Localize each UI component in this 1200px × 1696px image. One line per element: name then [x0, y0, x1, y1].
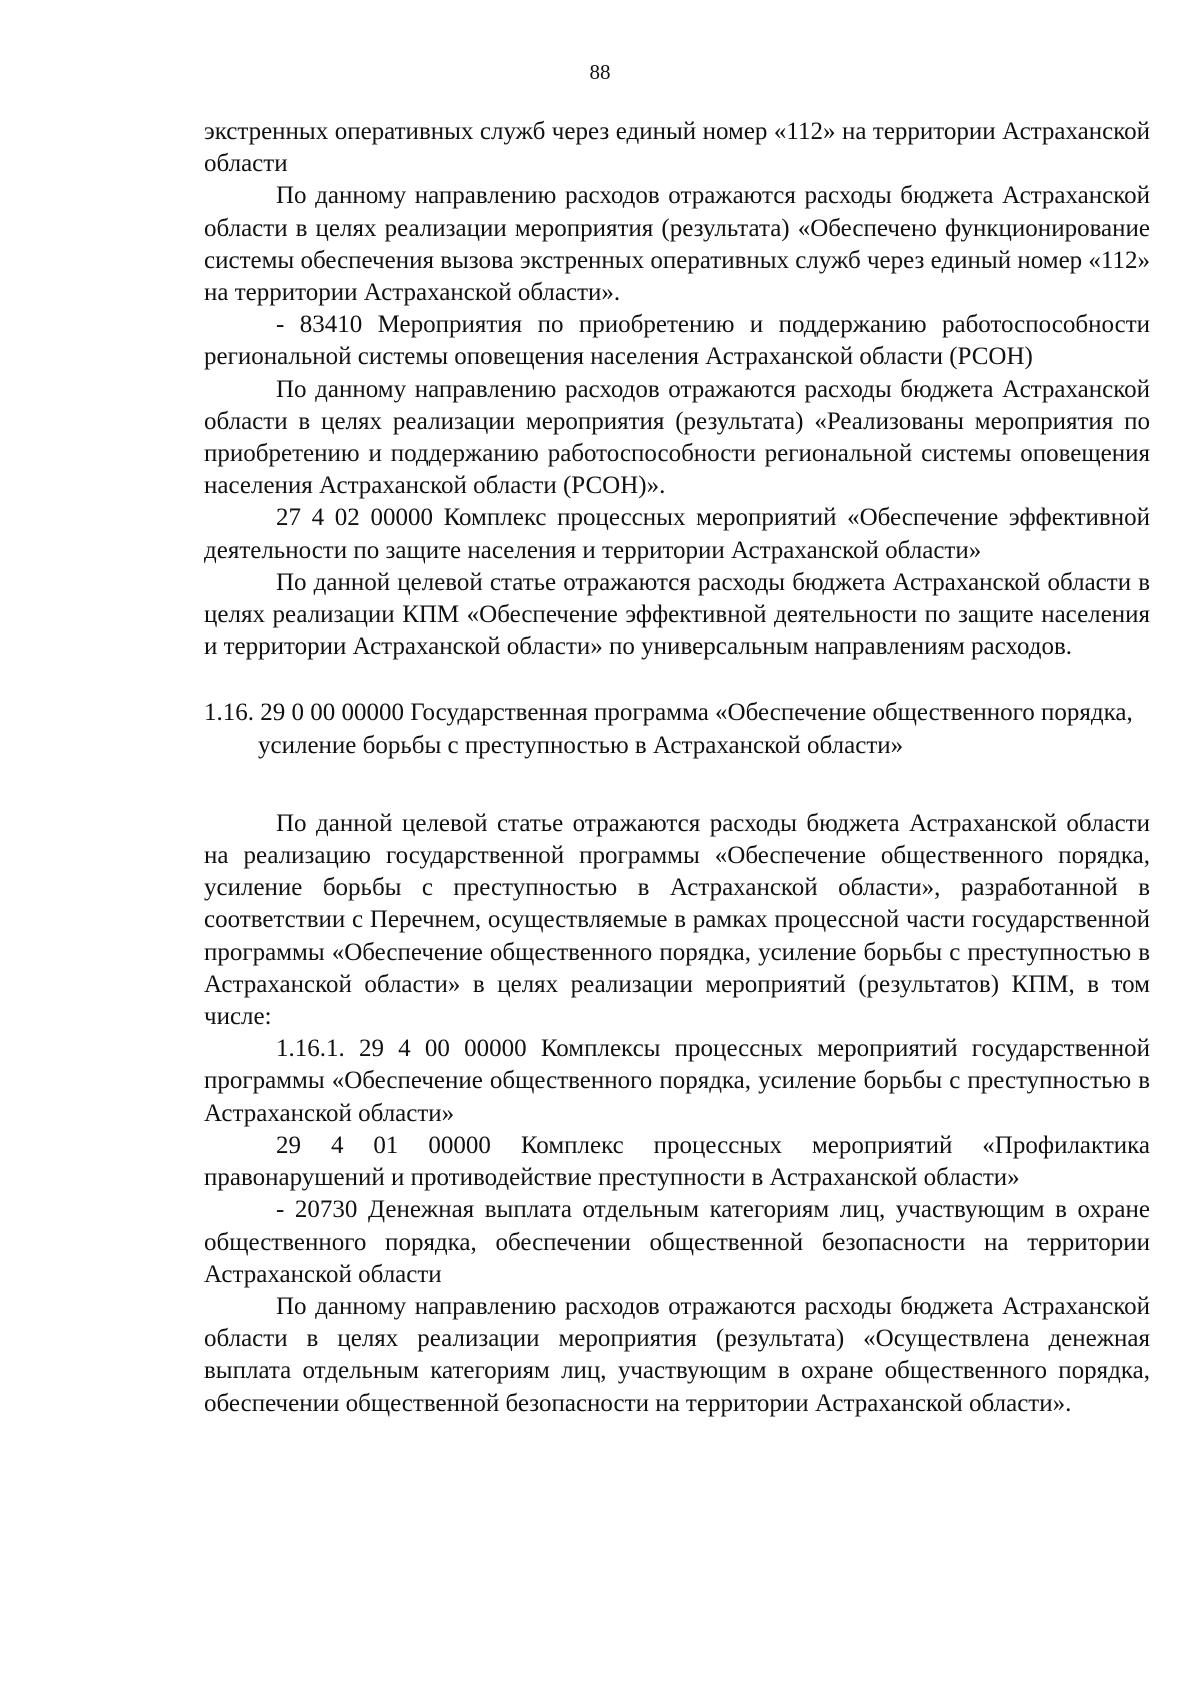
- section-heading: 1.16. 29 0 00 00000 Государственная программа «Обеспечение общественного порядка, усиление борьбы с преступностью в Астраханской области»: [204, 699, 1133, 759]
- paragraph-continuation: экстренных оперативных служб через единый номер «112» на территории Астраханской области: [204, 118, 1150, 178]
- document-body: [204, 116, 1150, 1420]
- paragraph: По данному направлению расходов отражаются расходы бюджета Астраханской области в целях реализации мероприятия (результата) «Реализованы мероприятия по приобретению и поддержанию работоспособности региональной системы оповещения населения Астраханской области (РСОН)».: [204, 375, 1150, 500]
- paragraph: По данному направлению расходов отражаются расходы бюджета Астраханской области в целях реализации мероприятия (результата) «Осуществлена денежная выплата отдельным категориям лиц, участвующим в охране общественного порядка, обеспечении общественной безопасности на территории Астраханской области».: [204, 1292, 1150, 1417]
- paragraph-subsection: 1.16.1. 29 4 00 00000 Комплексы процессных мероприятий государственной программы «Обеспечение общественного порядка, усиление борьбы с преступностью в Астраханской области»: [204, 1035, 1150, 1127]
- paragraph: По данному направлению расходов отражаются расходы бюджета Астраханской области в целях реализации мероприятия (результата) «Обеспечено функционирование системы обеспечения вызова экстренных оперативных служб через единый номер «112» на территории Астраханской области».: [204, 182, 1150, 307]
- page-number: 88: [589, 60, 611, 84]
- paragraph-expense-item: - 20730 Денежная выплата отдельным категориям лиц, участвующим в охране общественного порядка, обеспечении общественной безопасности на территории Астраханской области: [204, 1196, 1150, 1288]
- paragraph: По данной целевой статье отражаются расходы бюджета Астраханской области на реализацию государственной программы «Обеспечение общественного порядка, усиление борьбы с преступностью в Астраханской области», разработанной в соответствии с Перечнем, осуществляемые в рамках процессной части государственной программы «Обеспечение общественного порядка, усиление борьбы с преступностью в Астраханской области» в целях реализации мероприятий (результатов) КПМ, в том числе:: [204, 809, 1150, 1031]
- paragraph: По данной целевой статье отражаются расходы бюджета Астраханской области в целях реализации КПМ «Обеспечение эффективной деятельности по защите населения и территории Астраханской области» по универсальным направлениям расходов.: [204, 568, 1150, 661]
- paragraph-target-article: 27 4 02 00000 Комплекс процессных мероприятий «Обеспечение эффективной деятельности по защите населения и территории Астраханской области»: [204, 504, 1150, 564]
- paragraph-target-article: 29 4 01 00000 Комплекс процессных мероприятий «Профилактика правонарушений и противодействие преступности в Астраханской области»: [204, 1131, 1150, 1192]
- paragraph-expense-item: - 83410 Мероприятия по приобретению и поддержанию работоспособности региональной системы оповещения населения Астраханской области (РСОН): [204, 311, 1150, 371]
